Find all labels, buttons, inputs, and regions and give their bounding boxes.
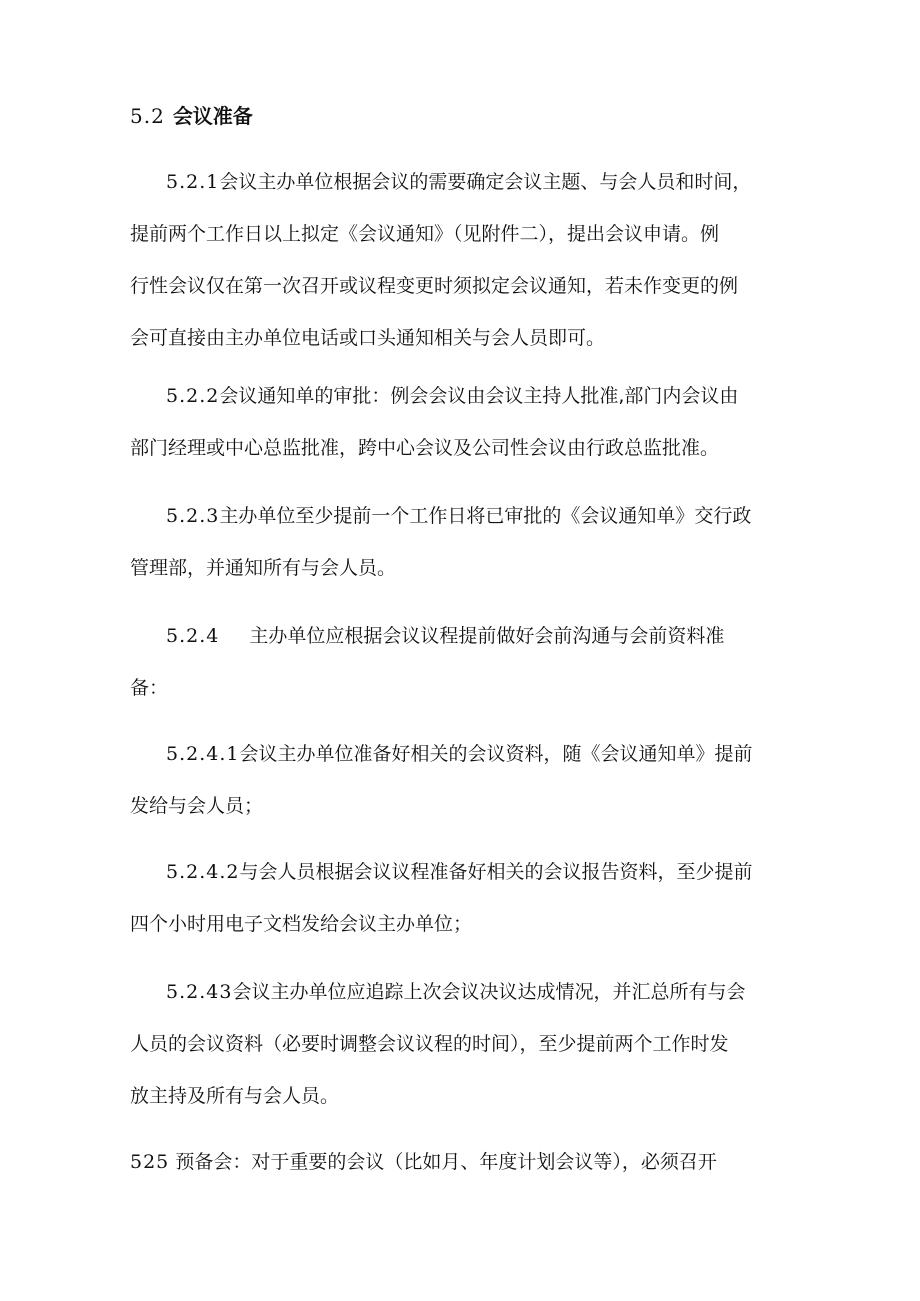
clause-number: 5.2.4 [166, 625, 220, 647]
paragraph-line: 备： [130, 677, 169, 699]
paragraph-line: 5.2.4.1会议主办单位准备好相关的会议资料，随《会议通知单》提前 [166, 743, 753, 765]
paragraph-5-2-4-3 [130, 966, 790, 1122]
paragraph-line: 5.2.4.2与会人员根据会议议程准备好相关的会议报告资料，至少提前 [166, 861, 753, 883]
paragraph-5-2-4-1 [130, 728, 790, 832]
paragraph-line: 部门经理或中心总监批准，跨中心会议及公司性会议由行政总监批准。 [130, 437, 720, 459]
paragraph-5-2-4 [130, 610, 790, 714]
paragraph-line: 5.2.4 主办单位应根据会议议程提前做好会前沟通与会前资料准 [166, 625, 725, 647]
clause-number: 5.2.1 [166, 171, 220, 193]
paragraph-line: 5.2.43会议主办单位应追踪上次会议决议达成情况，并汇总所有与会 [166, 981, 746, 1003]
section-number: 5.2 [130, 104, 165, 128]
clause-number: 5.2.4.2 [166, 861, 240, 883]
paragraph-line: 5.2.1会议主办单位根据会议的需要确定会议主题、与会人员和时间， [166, 171, 752, 193]
paragraph-line: 行性会议仅在第一次召开或议程变更时须拟定会议通知，若未作变更的例 [130, 275, 739, 297]
paragraph-line: 四个小时用电子文档发给会议主办单位； [130, 913, 473, 935]
clause-number: 5.2.4.1 [166, 743, 240, 765]
paragraph-line: 人员的会议资料（必要时调整会议议程的时间），至少提前两个工作时发 [130, 1033, 729, 1055]
paragraph-5-2-4-2 [130, 846, 790, 950]
paragraph-5-2-3 [130, 490, 790, 594]
paragraph-line: 5.2.3主办单位至少提前一个工作日将已审批的《会议通知单》交行政 [166, 505, 752, 527]
clause-number: 525 [130, 1151, 170, 1173]
paragraph-5-2-1 [130, 156, 790, 364]
section-title: 会议准备 [172, 104, 253, 128]
paragraph-line: 提前两个工作日以上拟定《会议通知》（见附件二），提出会议申请。例 [130, 223, 720, 245]
paragraph-line: 5.2.2会议通知单的审批：例会会议由会议主持人批准,部门内会议由 [166, 385, 739, 407]
paragraph-line: 发给与会人员； [130, 795, 264, 817]
paragraph-line: 525 预备会：对于重要的会议（比如月、年度计划会议等），必须召开 [130, 1151, 717, 1173]
paragraph-line: 管理部，并通知所有与会人员。 [130, 557, 397, 579]
clause-number: 5.2.43 [166, 981, 233, 1003]
paragraph-line: 会可直接由主办单位电话或口头通知相关与会人员即可。 [130, 327, 606, 349]
clause-number: 5.2.2 [166, 385, 220, 407]
paragraph-5-2-2 [130, 370, 790, 474]
section-heading [130, 100, 253, 132]
paragraph-line: 放主持及所有与会人员。 [130, 1085, 340, 1107]
clause-number: 5.2.3 [166, 505, 220, 527]
paragraph-5-2-5 [130, 1136, 790, 1188]
